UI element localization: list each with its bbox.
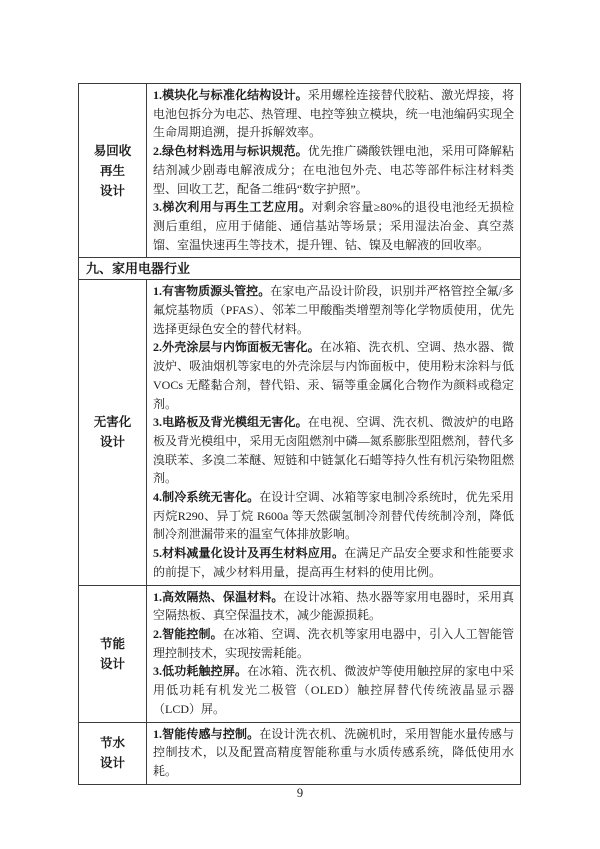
section-heading: 九、家用电器行业 [79,258,521,280]
category-label-line: 设计 [99,656,125,671]
measure-item [153,544,514,581]
category-label-line: 易回收 [93,143,132,158]
measure-title: 1.高效隔热、保温材料。 [153,589,284,604]
measure-title: 3.梯次利用与再生工艺应用。 [153,200,312,215]
measure-text: 在冰箱、洗衣机、微波炉等使用触控屏的家电中采用低功耗有机发光二极管（OLED）触控屏替代传统液晶显示器（LCD）屏。 [153,664,514,716]
measure-item [153,588,514,625]
measure-item [153,488,514,544]
category-label-line: 设计 [99,435,125,450]
measure-text: 在家电产品设计阶段，识别并严格管控全氟/多氟烷基物质（PFAS）、邻苯二甲酸酯类增塑剂等化学物质使用，优先选择更绿色安全的替代材料。 [153,284,514,336]
measure-item [153,725,514,781]
table-row-water-saving-design [79,722,521,784]
measure-item [153,142,514,198]
measure-text: 对剩余容量≥80%的退役电池经无损检测后重组，应用于储能、通信基站等场景；采用湿法冶金、真空蒸馏、室温快速再生等技术，提升锂、钴、镍及电解液的回收率。 [153,200,514,252]
measure-title: 1.智能传感与控制。 [153,726,260,741]
table-row-energy-saving-design [79,585,521,722]
table-row-section-header [79,258,521,280]
measure-title: 2.智能控制。 [153,626,223,641]
measure-item [153,413,514,488]
measure-text: 在冰箱、空调、洗衣机等家用电器中，引入人工智能管理控制技术，实现按需耗能。 [153,626,514,660]
measure-title: 2.绿色材料选用与标识规范。 [153,144,308,159]
measures-cell-water-saving [147,722,521,784]
measure-text: 在设计洗衣机、洗碗机时，采用智能水量传感与控制技术，以及配置高精度智能称重与水质传感系统，降低使用水耗。 [153,726,514,778]
measure-text: 在冰箱、洗衣机、空调、热水器、微波炉、吸油烟机等家电的外壳涂层与内饰面板中，使用粉末涂料与低 VOCs 无醛黏合剂，替代铅、汞、镉等重金属化合物作为颜料或稳定剂。 [153,340,514,411]
category-label-energy-saving [79,585,147,722]
category-label-line: 设计 [99,756,125,771]
page-number: 9 [296,786,304,800]
category-label-line: 设计 [99,183,125,198]
category-label-harmless [79,280,147,585]
measure-title: 1.模块化与标准化结构设计。 [153,88,308,102]
measure-item [153,86,514,142]
measure-item [153,662,514,718]
measure-title: 5.材料减量化设计及再生材料应用。 [153,546,345,561]
measures-cell-energy-saving [147,585,521,722]
measure-title: 4.制冷系统无害化。 [153,490,260,505]
measure-title: 1.有害物质源头管控。 [153,284,271,299]
category-label-line: 节水 [99,736,125,751]
category-label-line: 再生 [99,163,125,178]
measure-text: 在电视、空调、洗衣机、微波炉的电路板及背光模组中，采用无卤阻燃剂中磷—氮系膨胀型阻燃剂，替代多溴联苯、多溴二苯醚、短链和中链氯化石蜡等持久性有机污染物阻燃剂。 [153,415,514,486]
measure-title: 3.低功耗触控屏。 [153,664,248,679]
measure-text: 采用螺栓连接替代胶粘、激光焊接，将电池包拆分为电芯、热管理、电控等独立模块，统一电池编码实现全生命周期追溯，提升拆解效率。 [153,88,514,140]
measure-title: 3.电路板及背光模组无害化。 [153,415,308,430]
measure-title: 2.外壳涂层与内饰面板无害化。 [153,340,320,355]
measures-cell-recyclable [147,84,521,258]
measures-cell-harmless [147,280,521,585]
measure-text: 在满足产品安全要求和性能要求的前提下，减少材料用量，提高再生材料的使用比例。 [153,546,514,579]
category-label-line: 节能 [99,636,125,651]
table-row-recyclable-design [79,84,521,258]
measure-item [153,198,514,254]
category-label-water-saving [79,722,147,784]
measure-item [153,338,514,413]
category-label-line: 无害化 [93,415,132,430]
measure-item [153,625,514,662]
design-requirements-table [78,83,521,785]
measure-item [153,282,514,338]
measure-text: 优先推广磷酸铁锂电池，采用可降解粘结剂减少剧毒电解液成分；在电池包外壳、电芯等部件标注材料类型、回收工艺，配备二维码“数字护照”。 [153,144,514,196]
measure-text: 在设计空调、冰箱等家电制冷系统时，优先采用丙烷R290、异丁烷 R600a 等天然碳氢制冷剂替代传统制冷剂，降低制冷剂泄漏带来的温室气体排放影响。 [153,490,514,542]
table-row-harmless-design [79,280,521,585]
category-label-recyclable [79,84,147,258]
measure-text: 在设计冰箱、热水器等家用电器时，采用真空隔热板、真空保温技术，减少能源损耗。 [153,589,514,623]
